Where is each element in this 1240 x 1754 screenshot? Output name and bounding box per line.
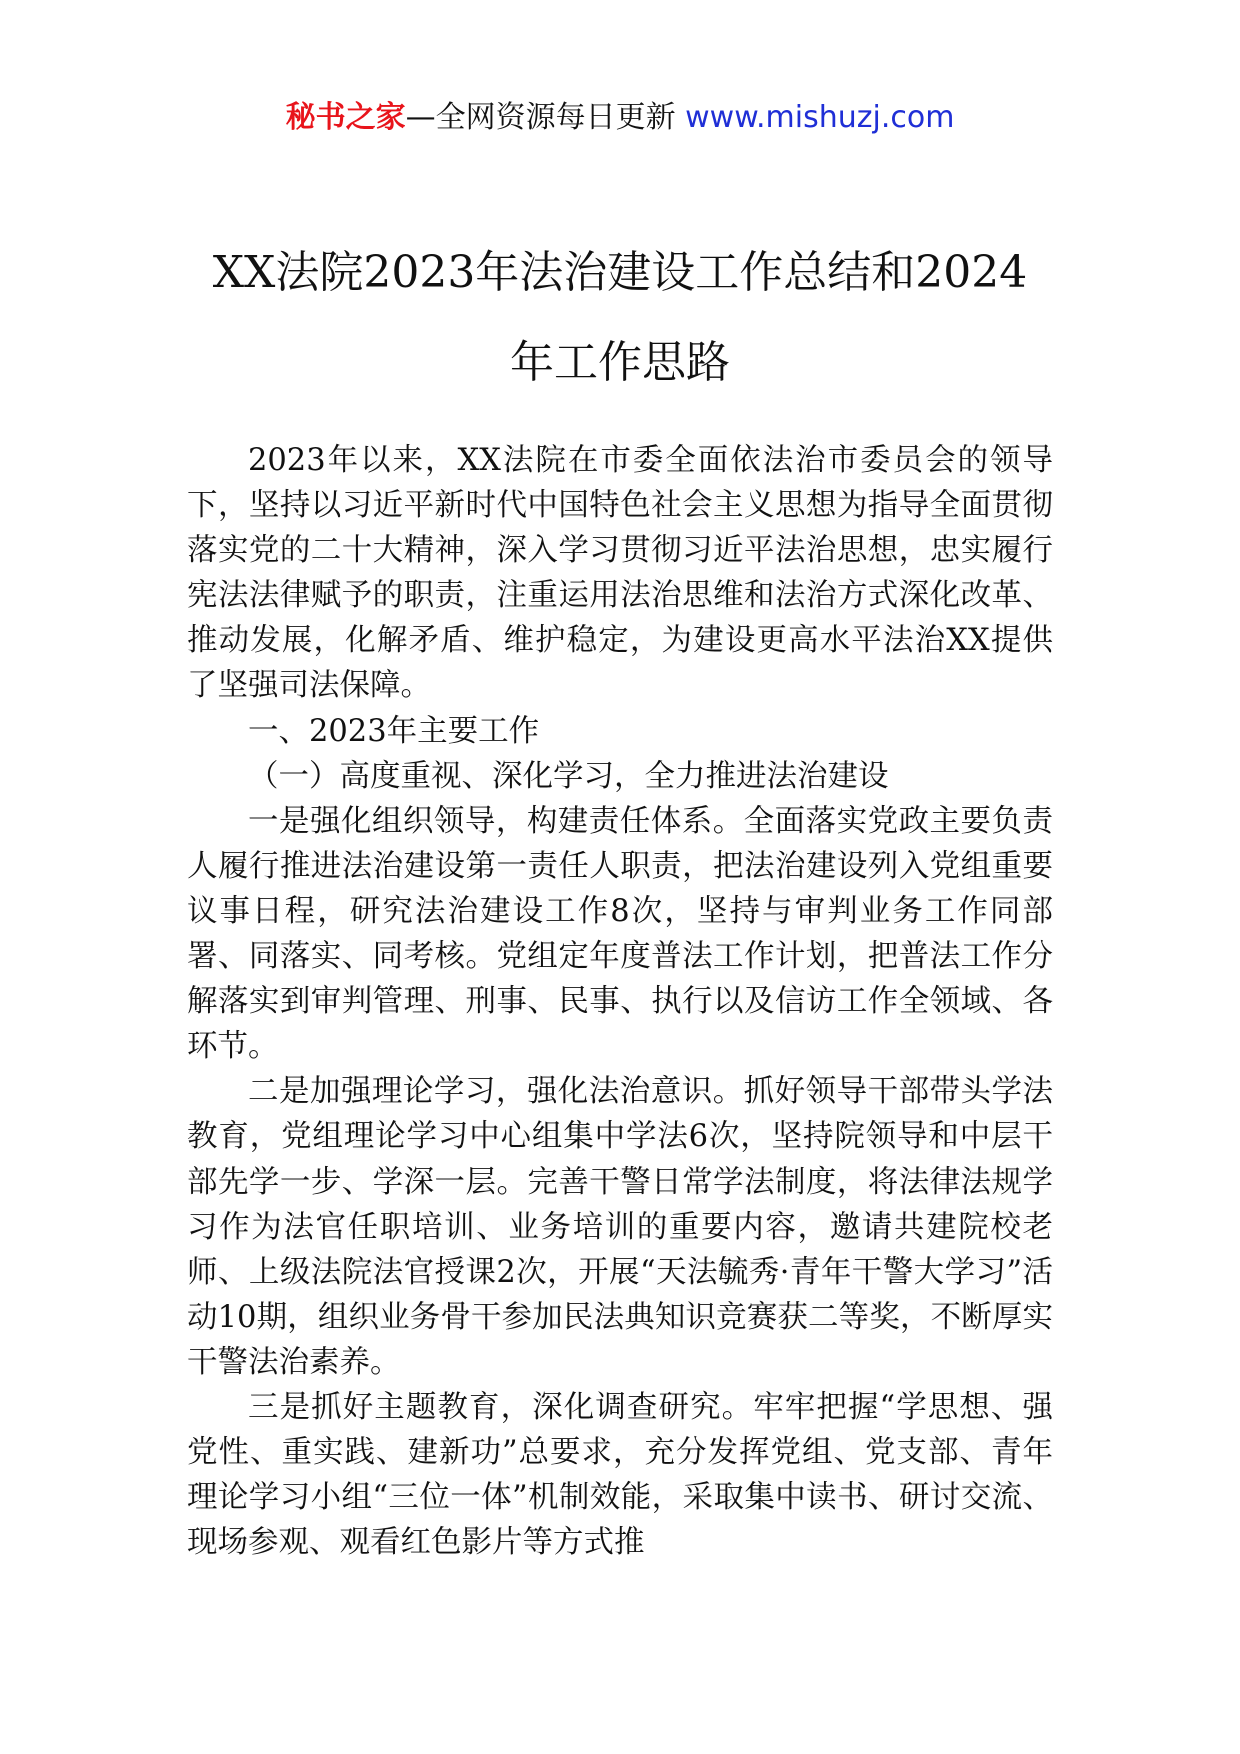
title-line-2: 年工作思路 bbox=[510, 337, 730, 388]
site-url-link[interactable]: www.mishuzj.com bbox=[685, 100, 955, 135]
body-paragraph: 二是加强理论学习，强化法治意识。抓好领导干部带头学法教育，党组理论学习中心组集中学法6次，坚持院领导和中层干部先学一步、学深一层。完善干警日常学法制度，将法律法规学习作为法官任职培训、业务培训的重要内容，邀请共建院校老师、上级法院法官授课2次，开展“天法毓秀·青年干警大学习”活动10期，组织业务骨干参加民法典知识竞赛获二等奖，不断厚实干警法治素养。 bbox=[187, 1074, 1053, 1380]
document-body bbox=[187, 438, 1053, 1565]
section-heading: 一、2023年主要工作 bbox=[248, 713, 540, 749]
title-line-1: XX法院2023年法治建设工作总结和2024 bbox=[212, 247, 1028, 298]
intro-paragraph: 2023年以来，XX法院在市委全面依法治市委员会的领导下，坚持以习近平新时代中国特色社会主义思想为指导全面贯彻落实党的二十大精神，深入学习贯彻习近平法治思想，忠实履行宪法法律赋予的职责，注重运用法治思维和法治方式深化改革、推动发展，化解矛盾、维护稳定，为建设更高水平法治XX提供了坚强司法保障。 bbox=[187, 443, 1053, 704]
body-paragraph: 三是抓好主题教育，深化调查研究。牢牢把握“学思想、强党性、重实践、建新功”总要求，充分发挥党组、党支部、青年理论学习小组“三位一体”机制效能，采取集中读书、研讨交流、现场参观、观看红色影片等方式推 bbox=[187, 1389, 1053, 1561]
subsection-heading: （一）高度重视、深化学习，全力推进法治建设 bbox=[248, 758, 889, 794]
document-title bbox=[180, 228, 1060, 408]
header-tagline: —全网资源每日更新 bbox=[405, 100, 676, 135]
brand-name: 秘书之家 bbox=[285, 100, 406, 135]
body-paragraph: 一是强化组织领导，构建责任体系。全面落实党政主要负责人履行推进法治建设第一责任人职责，把法治建设列入党组重要议事日程，研究法治建设工作8次，坚持与审判业务工作同部署、同落实、同考核。党组定年度普法工作计划，把普法工作分解落实到审判管理、刑事、民事、执行以及信访工作全领域、各环节。 bbox=[187, 803, 1053, 1065]
site-header bbox=[0, 98, 1240, 138]
